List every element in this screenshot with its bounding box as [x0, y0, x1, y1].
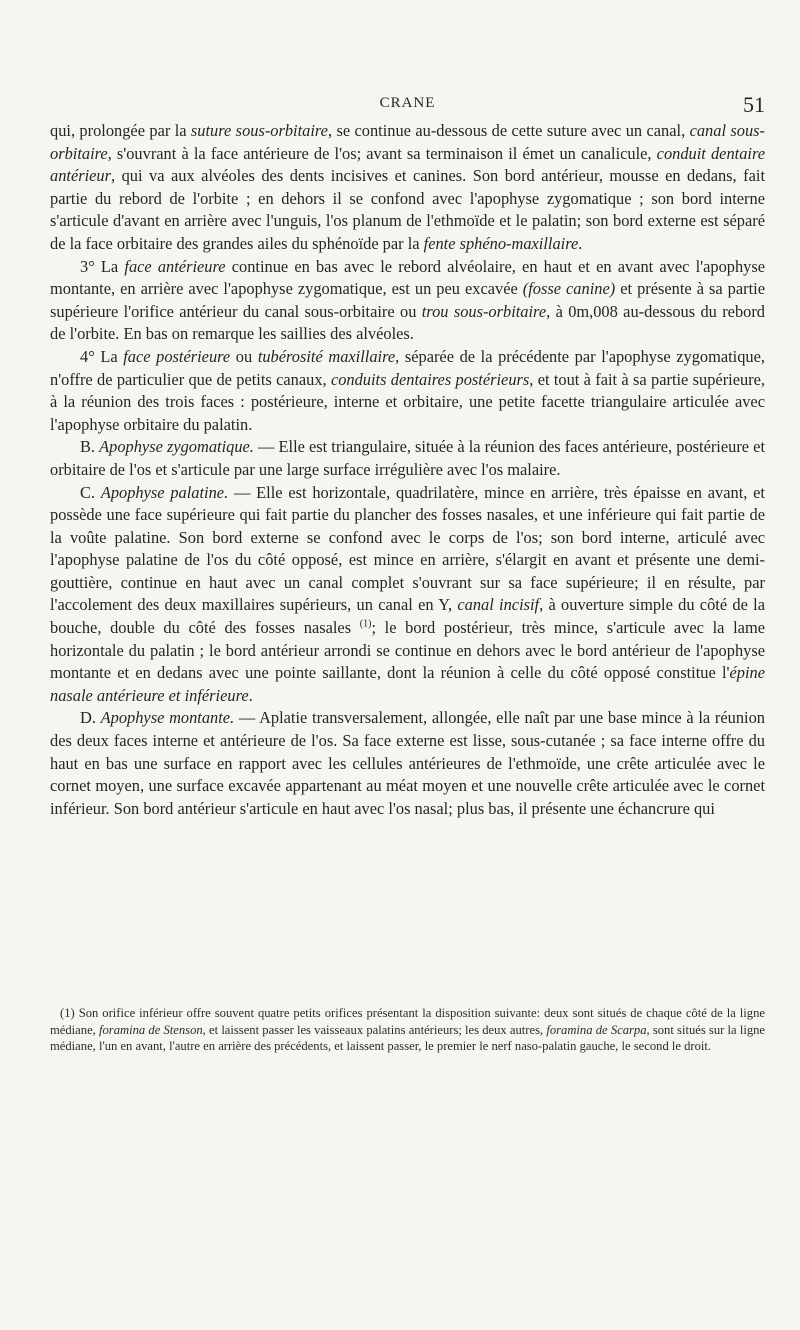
body-text	[50, 120, 765, 820]
footnote-text: (1) Son orifice inférieur offre souvent quatre petits orifices présentant la disposition suivante: deux sont situés de chaque côté de la ligne médiane, foramina de Stenson, et laissent passer les vaisseaux palatins antérieurs; les deux autres, foramina de Scarpa, sont situés sur la ligne médiane, l'un en avant, l'autre en arrière des précédents, et laissent passer, le premier le nerf naso-palatin gauche, le second le droit.	[50, 1006, 766, 1054]
paragraph-face-anterieure: 3° La face antérieure continue en bas avec le rebord alvéolaire, en haut et en avant avec l'apophyse montante, en arrière avec l'apophyse zygomatique, est un peu excavée (fosse canine) et présente à sa partie supérieure l'orifice antérieur du canal sous-orbitaire ou trou sous-orbitaire, à 0m,008 au-dessous du rebord de l'orbite. En bas on remarque les saillies des alvéoles.	[50, 256, 766, 344]
running-header	[50, 92, 765, 117]
paragraph-continuation: qui, prolongée par la suture sous-orbitaire, se continue au-dessous de cette suture avec un canal, canal sous-orbitaire, s'ouvrant à la face antérieure de l'os; avant sa terminaison il émet un canalicule, conduit dentaire antérieur, qui va aux alvéoles des dents incisives et canines. Son bord antérieur, mousse en dedans, fait partie du rebord de l'orbite ; en dehors il se confond avec l'apophyse zygomatique ; son bord interne s'articule d'avant en arrière avec l'unguis, l'os planum de l'ethmoïde et le palatin; son bord externe est séparé de la face orbitaire des grandes ailes du sphénoïde par la fente sphéno-maxillaire.	[50, 121, 765, 253]
paragraph-apophyse-zygomatique: B. Apophyse zygomatique. — Elle est triangulaire, située à la réunion des faces antérieure, postérieure et orbitaire de l'os et s'articule par une large surface irrégulière avec l'os malaire.	[50, 437, 765, 479]
footnote-marker[interactable]: (1)	[359, 618, 372, 630]
footnote	[50, 1005, 765, 1055]
paragraph-apophyse-montante: D. Apophyse montante. — Aplatie transversalement, allongée, elle naît par une base mince à la réunion des deux faces interne et antérieure de l'os. Sa face externe est lisse, sous-cutanée ; sa face interne offre du haut en bas une surface en rapport avec les cellules antérieures de l'ethmoïde, une crête articulée avec le cornet moyen, une surface excavée appartenant au méat moyen et une nouvelle crête articulée avec le cornet inférieur. Son bord antérieur s'articule en haut avec l'os nasal; plus bas, il présente une échancrure qui	[50, 708, 765, 818]
paragraph-apophyse-palatine: C. Apophyse palatine. — Elle est horizontale, quadrilatère, mince en arrière, très épaisse en avant, et possède une face supérieure qui fait partie du plancher des fosses nasales, et une inférieure qui fait partie de la voûte palatine. Son bord externe se confond avec le corps de l'os; son bord interne, articulé avec l'apophyse palatine de l'os du côté opposé, est mince en arrière, s'élargit en avant et présente une demi-gouttière, continue en haut avec un canal complet s'ouvrant sur sa face supérieure; il en résulte, par l'accolement des deux maxillaires supérieurs, un canal en Y, canal incisif, à ouverture simple du côté de la bouche, double du côté des fosses nasales $^{(1)}$; le bord postérieur, très mince, s'articule avec la lame horizontale du palatin ; le bord antérieur arrondi se continue en dehors avec le bord antérieur de l'apophyse montante et en dedans avec une pointe saillante, dont la réunion à celle du côté opposé constitue l'épine nasale antérieure et inférieure.	[50, 482, 765, 705]
running-title: CRANE	[379, 95, 436, 111]
page-number: 51	[743, 92, 765, 117]
paragraph-face-posterieure: 4° La face postérieure ou tubérosité maxillaire, séparée de la précédente par l'apophyse zygomatique, n'offre de particulier que de petits canaux, conduits dentaires postérieurs, et tout à fait à sa partie supérieure, à la réunion des trois faces : postérieure, interne et orbitaire, une petite facette triangulaire articulée avec l'apophyse orbitaire du palatin.	[50, 346, 766, 434]
